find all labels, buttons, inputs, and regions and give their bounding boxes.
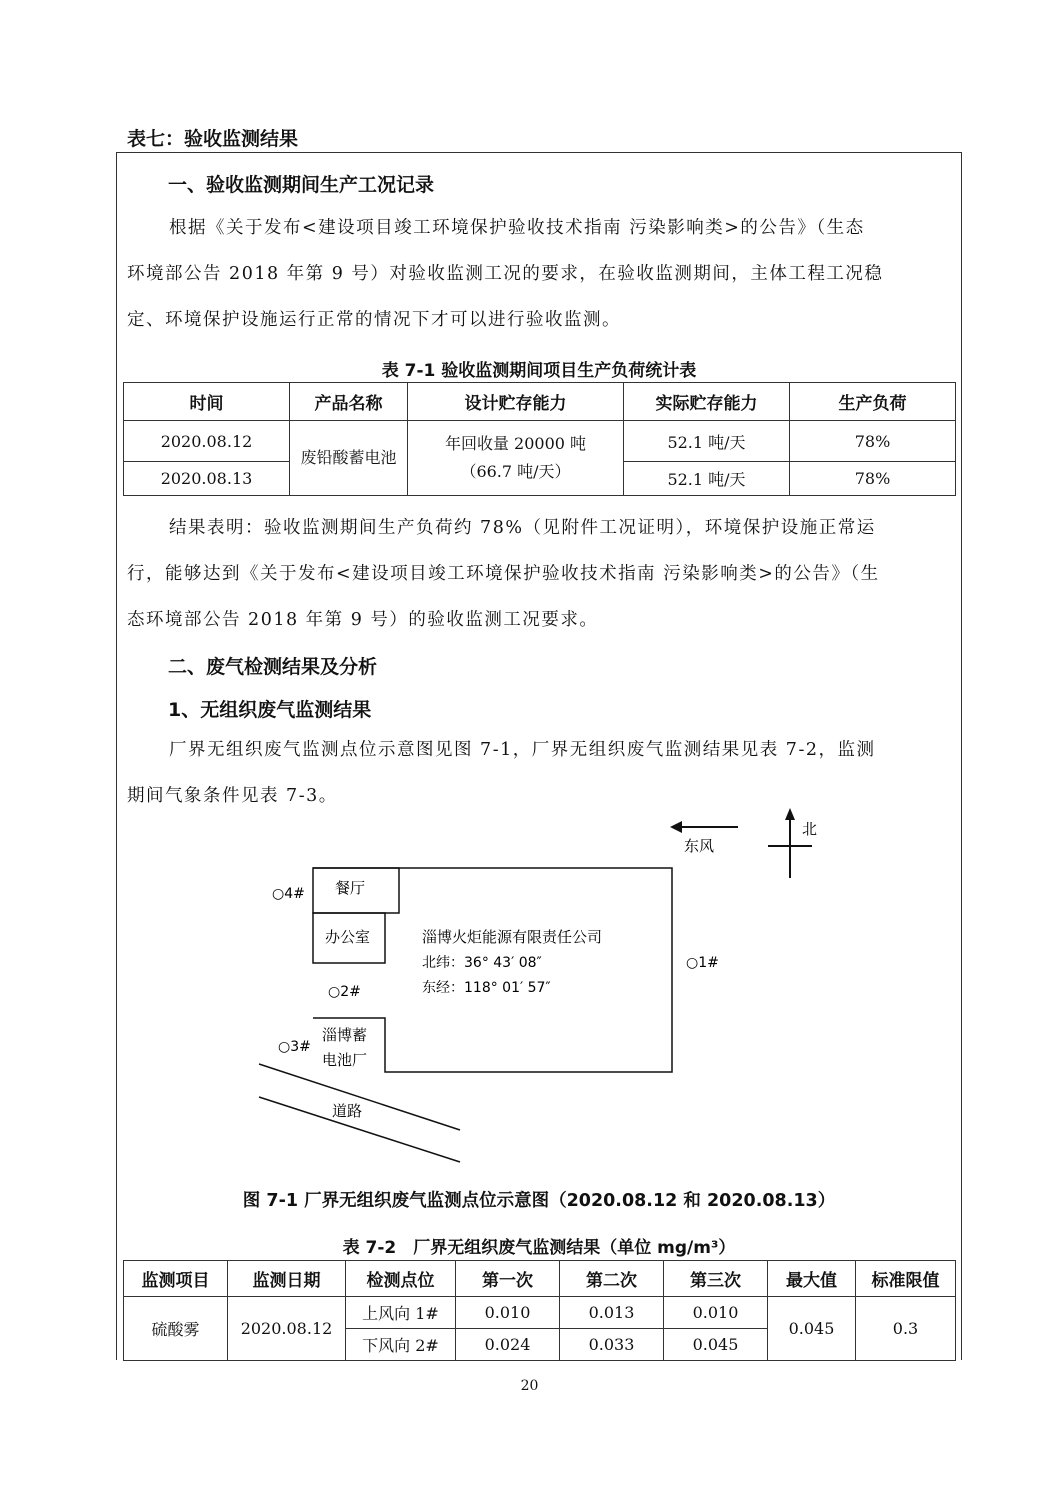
company-name: 淄博火炬能源有限责任公司 <box>422 928 603 946</box>
cell-max: 0.045 <box>768 1297 856 1361</box>
road-label: 道路 <box>332 1102 363 1120</box>
cell-product: 废铅酸蓄电池 <box>290 421 408 496</box>
cell-point: 上风向 1# <box>346 1297 456 1329</box>
part2-subheading: 1、无组织废气监测结果 <box>168 699 372 721</box>
point-4: ○4# <box>272 886 305 902</box>
section-title: 表七：验收监测结果 <box>127 128 299 150</box>
neighbor-label-1: 淄博蓄 <box>322 1026 368 1044</box>
header-product: 产品名称 <box>290 383 408 421</box>
part1-heading: 一、验收监测期间生产工况记录 <box>168 174 435 196</box>
cell-load: 78% <box>790 462 956 496</box>
cell-limit: 0.3 <box>856 1297 956 1361</box>
para-line: 根据《关于发布<建设项目竣工环境保护验收技术指南 污染影响类>的公告》（生态 <box>169 218 865 238</box>
page-number: 20 <box>520 1378 539 1394</box>
cell-v2: 0.033 <box>560 1329 664 1361</box>
point-3: ○3# <box>278 1039 311 1055</box>
wind-label: 东风 <box>684 837 715 855</box>
cell-v3: 0.045 <box>664 1329 768 1361</box>
north-arrow-head <box>785 808 795 820</box>
emission-results-table <box>123 1260 956 1361</box>
para-line: 定、环境保护设施运行正常的情况下才可以进行验收监测。 <box>127 310 621 330</box>
canteen-label: 餐厅 <box>335 879 366 897</box>
wind-arrow-head <box>670 821 682 833</box>
road-edge-north <box>259 1064 460 1130</box>
cell-v2: 0.013 <box>560 1297 664 1329</box>
header-design-capacity: 设计贮存能力 <box>408 383 624 421</box>
header-item: 监测项目 <box>124 1261 228 1297</box>
para-line: 厂界无组织废气监测点位示意图见图 7-1，厂界无组织废气监测结果见表 7-2，监测 <box>169 740 876 760</box>
design-capacity-line2: （66.7 吨/天） <box>460 462 571 481</box>
para-line: 期间气象条件见表 7-3。 <box>127 786 338 806</box>
para-line: 结果表明：验收监测期间生产负荷约 78%（见附件工况证明），环境保护设施正常运 <box>169 518 876 538</box>
cell-actual: 52.1 吨/天 <box>624 421 790 462</box>
header-point: 检测点位 <box>346 1261 456 1297</box>
design-capacity-line1: 年回收量 20000 吨 <box>444 434 587 453</box>
cell-date: 2020.08.13 <box>124 462 290 496</box>
office-label: 办公室 <box>325 928 371 946</box>
header-first: 第一次 <box>456 1261 560 1297</box>
table2-caption: 表 7-2 厂界无组织废气监测结果（单位 mg/m³） <box>342 1238 736 1258</box>
header-limit: 标准限值 <box>856 1261 956 1297</box>
figure-caption: 图 7-1 厂界无组织废气监测点位示意图（2020.08.12 和 2020.08.13） <box>242 1191 836 1211</box>
point-1: ○1# <box>686 955 719 971</box>
header-time: 时间 <box>124 383 290 421</box>
para-line: 行，能够达到《关于发布<建设项目竣工环境保护验收技术指南 污染影响类>的公告》（生 <box>127 564 880 584</box>
header-actual-capacity: 实际贮存能力 <box>624 383 790 421</box>
header-date: 监测日期 <box>228 1261 346 1297</box>
north-label: 北 <box>802 820 818 838</box>
cell-item: 硫酸雾 <box>124 1297 228 1361</box>
neighbor-label-2: 电池厂 <box>322 1051 368 1069</box>
longitude: 东经：118° 01′ 57″ <box>422 980 551 996</box>
table1-caption: 表 7-1 验收监测期间项目生产负荷统计表 <box>381 361 697 381</box>
cell-actual: 52.1 吨/天 <box>624 462 790 496</box>
para-line: 环境部公告 2018 年第 9 号）对验收监测工况的要求，在验收监测期间，主体工程工况稳 <box>127 264 884 284</box>
cell-date: 2020.08.12 <box>124 421 290 462</box>
cell-v1: 0.024 <box>456 1329 560 1361</box>
cell-v3: 0.010 <box>664 1297 768 1329</box>
header-max: 最大值 <box>768 1261 856 1297</box>
cell-v1: 0.010 <box>456 1297 560 1329</box>
cell-date: 2020.08.12 <box>228 1297 346 1361</box>
header-load: 生产负荷 <box>790 383 956 421</box>
part2-heading: 二、废气检测结果及分析 <box>168 656 378 678</box>
para-line: 态环境部公告 2018 年第 9 号）的验收监测工况要求。 <box>127 610 599 630</box>
cell-point: 下风向 2# <box>346 1329 456 1361</box>
cell-load: 78% <box>790 421 956 462</box>
header-third: 第三次 <box>664 1261 768 1297</box>
header-second: 第二次 <box>560 1261 664 1297</box>
latitude: 北纬：36° 43′ 08″ <box>422 955 542 971</box>
point-2: ○2# <box>328 984 361 1000</box>
